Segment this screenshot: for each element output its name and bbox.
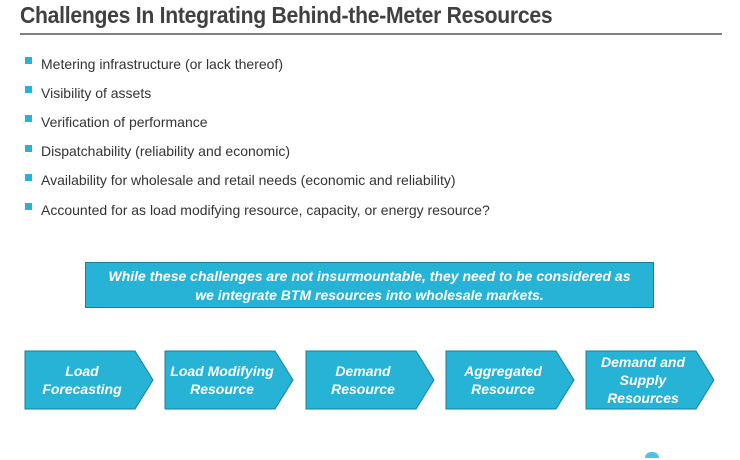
bullet-text: Availability for wholesale and retail needs (economic and reliability) <box>41 172 456 189</box>
bullet-square-icon <box>25 115 32 122</box>
callout-line-1: While these challenges are not insurmountable, they need to be considered as <box>108 268 631 284</box>
process-step-load-modifying-resource <box>164 350 295 410</box>
list-item <box>25 195 490 224</box>
bullet-square-icon <box>25 145 32 152</box>
list-item <box>25 107 490 136</box>
bullet-square-icon <box>25 174 32 181</box>
bullet-square-icon <box>25 57 32 64</box>
process-step-label: Load Modifying Resource <box>170 363 274 397</box>
bullet-text: Accounted for as load modifying resource, capacity, or energy resource? <box>41 201 490 218</box>
list-item <box>25 137 490 166</box>
callout-box <box>85 262 654 308</box>
process-step-aggregated-resource <box>445 350 576 410</box>
logo-fragment-icon <box>645 452 659 458</box>
process-step-label: Aggregated Resource <box>464 363 542 397</box>
process-step-demand-resource <box>305 350 436 410</box>
bullet-text: Verification of performance <box>41 113 208 130</box>
process-step-load-forecasting <box>24 350 155 410</box>
process-step-label: Demand and Supply Resources <box>600 354 685 406</box>
challenge-list <box>25 49 490 224</box>
process-step-label: Demand Resource <box>331 363 395 397</box>
process-step-label: Load Forecasting <box>42 363 122 397</box>
bullet-text: Visibility of assets <box>41 84 152 101</box>
list-item <box>25 166 490 195</box>
title-divider <box>20 33 722 35</box>
list-item <box>25 49 490 78</box>
bullet-text: Metering infrastructure (or lack thereof) <box>41 55 283 72</box>
bullet-square-icon <box>25 86 32 93</box>
bullet-square-icon <box>25 203 32 210</box>
callout-line-2: we integrate BTM resources into wholesale markets. <box>195 287 544 303</box>
bullet-text: Dispatchability (reliability and economic) <box>41 143 290 160</box>
list-item <box>25 78 490 107</box>
process-step-demand-and-supply-resources <box>585 350 716 410</box>
slide-title: Challenges In Integrating Behind-the-Meter Resources <box>20 2 553 28</box>
